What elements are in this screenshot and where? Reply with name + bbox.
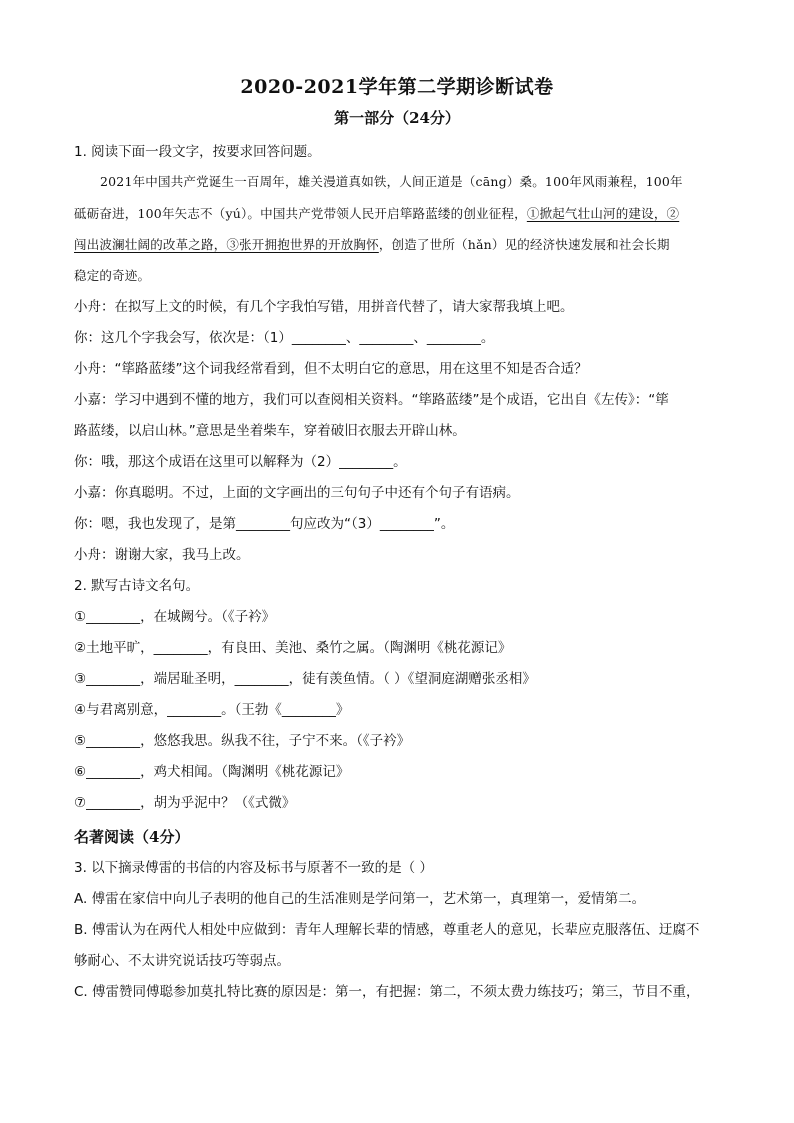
passage-text: ，创造了世所（hǎn）见的经济快速发展和社会长期 — [378, 237, 670, 252]
part-title: 第一部分（24分） — [334, 109, 460, 127]
dialog-line: 你：嗯，我也发现了，是第________句应改为“（3）________”。 — [74, 516, 455, 532]
passage-line-1: 2021年中国共产党诞生一百周年，雄关漫道真如铁，人间正道是（cāng）桑。100年风雨兼程，100年 — [100, 174, 683, 189]
passage-line-4: 稳定的奇迹。 — [74, 268, 151, 283]
dialog-line: 小嘉：你真聪明。不过，上面的文字画出的三句句子中还有个句子有语病。 — [74, 485, 520, 501]
question-1-prompt: 1. 阅读下面一段文字，按要求回答问题。 — [74, 144, 321, 160]
passage-line-3 — [74, 235, 734, 255]
dialog-line: 小舟：在拟写上文的时候，有几个字我怕写错，用拼音代替了，请大家帮我填上吧。 — [74, 299, 574, 315]
poem-fill-item: ⑤________，悠悠我思。纵我不往，子宁不来。（《子衿》 — [74, 733, 411, 749]
poem-fill-item: ⑦________，胡为乎泥中？（《式微》 — [74, 795, 296, 811]
poem-fill-item: ③________，端居耻圣明，________，徒有羡鱼情。（ ）《望洞庭湖赠张丞相》 — [74, 671, 536, 687]
passage-underlined-text: 闯出波澜壮阔的改革之路，③张开拥抱世界的开放胸怀 — [74, 237, 379, 252]
dialog-line: 你：这几个字我会写，依次是：（1）________、________、________。 — [74, 330, 495, 346]
dialog-line: 小舟：“筚路蓝缕”这个词我经常看到，但不太明白它的意思，用在这里不知是否合适？ — [74, 361, 588, 377]
passage-underlined-text: ①掀起气壮山河的建设，② — [526, 206, 680, 221]
poem-fill-item: ①________，在城阙兮。（《子衿》 — [74, 609, 276, 625]
poem-fill-item: ⑥________，鸡犬相闻。（陶渊明《桃花源记》 — [74, 764, 350, 780]
dialog-line: 路蓝缕，以启山林。”意思是坐着柴车，穿着破旧衣服去开辟山林。 — [74, 423, 466, 439]
poem-fill-item: ④与君离别意，________。（王勃《________》 — [74, 702, 350, 718]
section-heading: 名著阅读（4分） — [74, 828, 190, 846]
option-c: C. 傅雷赞同傅聪参加莫扎特比赛的原因是：第一，有把握：第二，不须太费力练技巧；第三，节目不重， — [74, 984, 700, 1000]
dialog-line: 小舟：谢谢大家，我马上改。 — [74, 547, 250, 563]
option-b-continued: 够耐心、不太讲究说话技巧等弱点。 — [74, 953, 290, 969]
option-a: A. 傅雷在家信中向儿子表明的他自己的生活准则是学问第一，艺术第一，真理第一，爱情第二。 — [74, 891, 646, 907]
dialog-line: 你：哦，那这个成语在这里可以解释为（2）________。 — [74, 454, 407, 470]
passage-line-2 — [74, 204, 734, 224]
dialog-line: 小嘉：学习中遇到不懂的地方，我们可以查阅相关资料。“筚路蓝缕”是个成语，它出自《左传》：“筚 — [74, 392, 669, 408]
question-2-prompt: 2. 默写古诗文名句。 — [74, 578, 200, 594]
question-3-prompt: 3. 以下摘录傅雷的书信的内容及标书与原著不一致的是（ ） — [74, 860, 433, 876]
option-b: B. 傅雷认为在两代人相处中应做到：青年人理解长辈的情感，尊重老人的意见，长辈应克服落伍、迂腐不 — [74, 922, 700, 938]
exam-title: 2020-2021学年第二学期诊断试卷 — [240, 76, 554, 98]
poem-fill-item: ②土地平旷，________，有良田、美池、桑竹之属。（陶渊明《桃花源记》 — [74, 640, 512, 656]
passage-text: 砥砺奋进，100年矢志不（yú）。中国共产党带领人民开启筚路蓝缕的创业征程， — [74, 206, 527, 221]
